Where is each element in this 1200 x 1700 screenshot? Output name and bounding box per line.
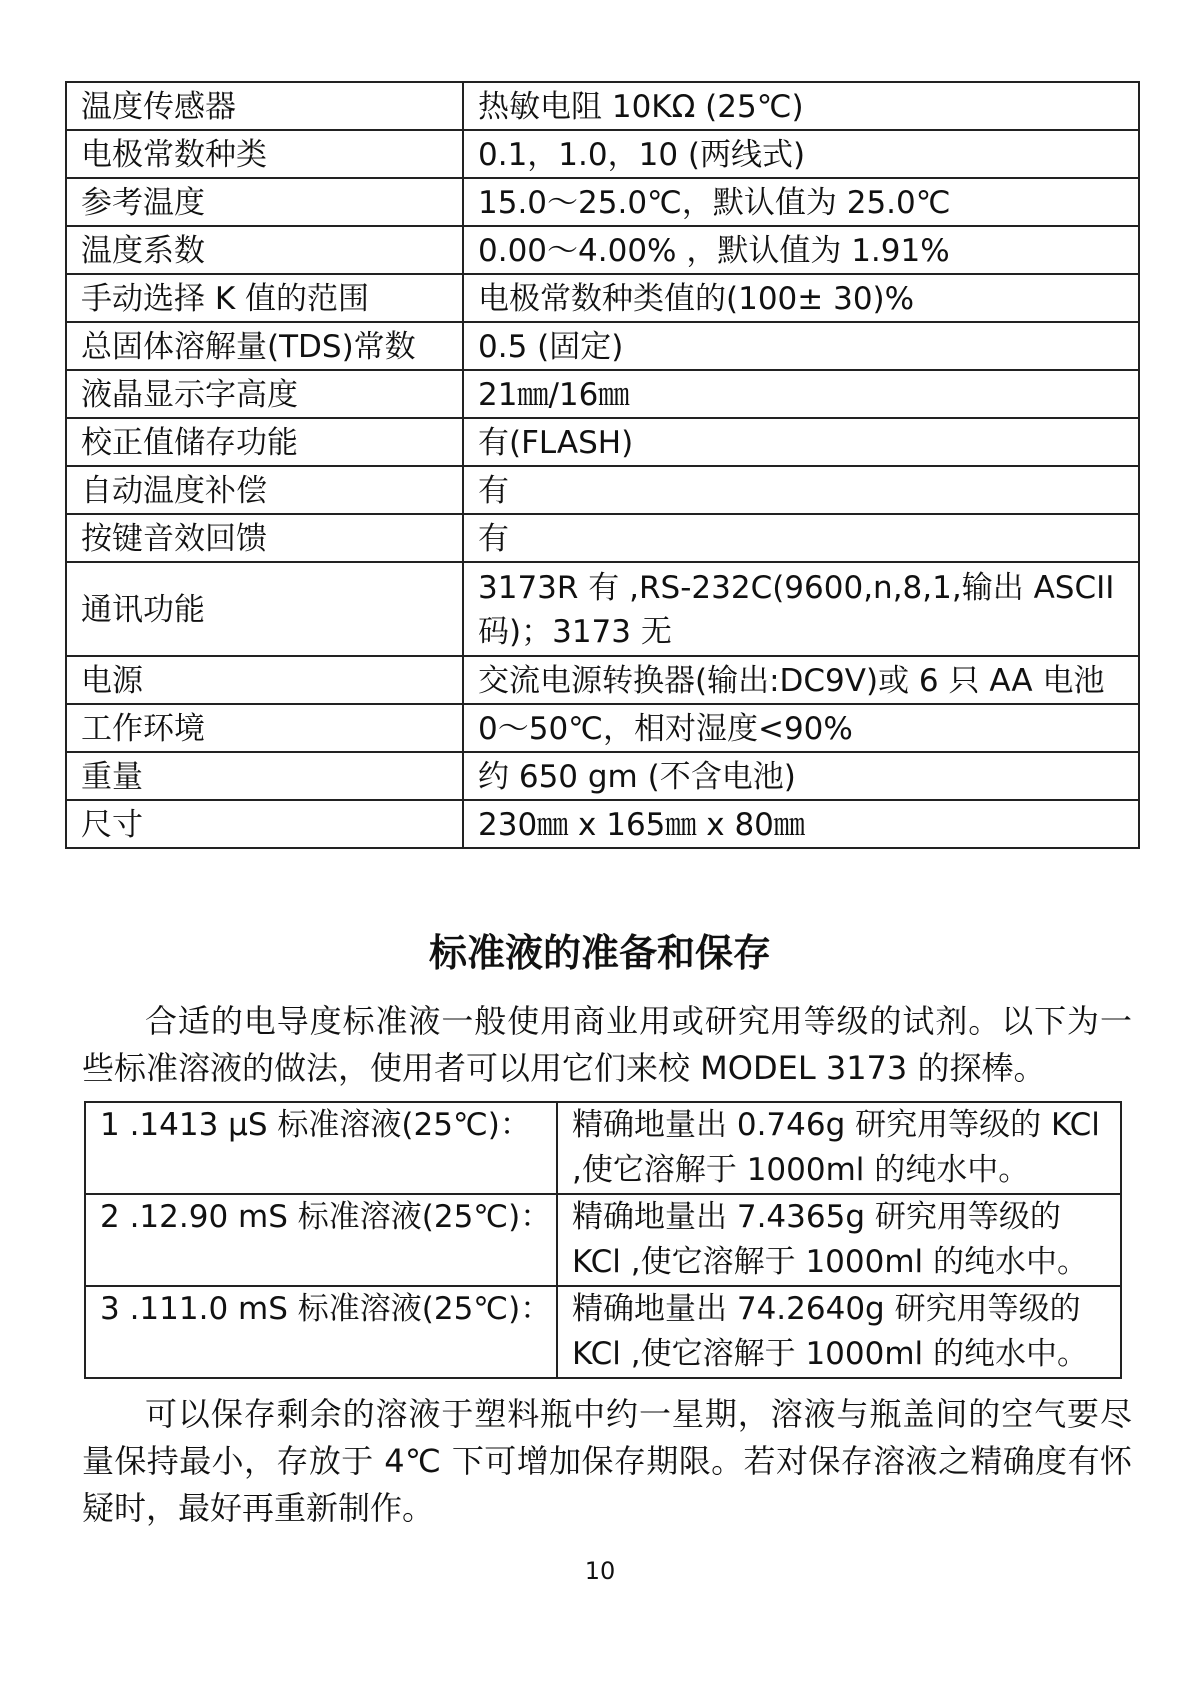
table-row <box>66 82 1139 130</box>
spec-value: 热敏电阻 10KΩ (25℃) <box>463 82 1139 130</box>
table-row <box>66 800 1139 848</box>
spec-label: 参考温度 <box>66 178 463 226</box>
table-row <box>66 130 1139 178</box>
spec-value: 230㎜ x 165㎜ x 80㎜ <box>463 800 1139 848</box>
spec-value: 0.5 (固定) <box>463 322 1139 370</box>
spec-value: 有(FLASH) <box>463 418 1139 466</box>
section-title: 标准液的准备和保存 <box>428 931 771 975</box>
spec-label: 工作环境 <box>66 704 463 752</box>
solution-label: 1 .1413 μS 标准溶液(25℃)： <box>85 1102 557 1194</box>
spec-value: 0～50℃，相对湿度<90% <box>463 704 1139 752</box>
spec-label: 通讯功能 <box>66 562 463 656</box>
spec-label: 温度系数 <box>66 226 463 274</box>
table-row <box>66 466 1139 514</box>
spec-value: 3173R 有 ,RS-232C(9600,n,8,1,输出 ASCII 码)；3173 无 <box>463 562 1139 656</box>
solution-method: 精确地量出 0.746g 研究用等级的 KCl ,使它溶解于 1000ml 的纯水中。 <box>557 1102 1121 1194</box>
spec-label: 总固体溶解量(TDS)常数 <box>66 322 463 370</box>
spec-value: 21㎜/16㎜ <box>463 370 1139 418</box>
specifications-table <box>65 81 1140 849</box>
table-row <box>66 274 1139 322</box>
page-number: 10 <box>584 1557 616 1585</box>
solution-method: 精确地量出 74.2640g 研究用等级的 KCl ,使它溶解于 1000ml 的纯水中。 <box>557 1286 1121 1378</box>
table-row <box>85 1194 1121 1286</box>
table-row <box>66 322 1139 370</box>
spec-value: 15.0～25.0℃，默认值为 25.0℃ <box>463 178 1139 226</box>
spec-label: 自动温度补偿 <box>66 466 463 514</box>
spec-value: 0.1，1.0，10 (两线式) <box>463 130 1139 178</box>
intro-paragraph: 合适的电导度标准液一般使用商业用或研究用等级的试剂。以下为一些标准溶液的做法，使用者可以用它们来校 MODEL 3173 的探棒。 <box>82 1002 1132 1087</box>
table-row <box>66 656 1139 704</box>
table-row <box>66 370 1139 418</box>
spec-label: 电极常数种类 <box>66 130 463 178</box>
solution-label: 3 .111.0 mS 标准溶液(25℃)： <box>85 1286 557 1378</box>
table-row <box>66 418 1139 466</box>
spec-label: 按键音效回馈 <box>66 514 463 562</box>
spec-label: 手动选择 K 值的范围 <box>66 274 463 322</box>
standard-solutions-table <box>84 1101 1122 1379</box>
spec-value: 有 <box>463 514 1139 562</box>
spec-value: 有 <box>463 466 1139 514</box>
table-row <box>85 1286 1121 1378</box>
spec-label: 重量 <box>66 752 463 800</box>
table-row <box>66 752 1139 800</box>
spec-label: 温度传感器 <box>66 82 463 130</box>
spec-label: 校正值储存功能 <box>66 418 463 466</box>
table-row <box>66 562 1139 656</box>
solution-label: 2 .12.90 mS 标准溶液(25℃)： <box>85 1194 557 1286</box>
table-row <box>66 514 1139 562</box>
table-row <box>66 178 1139 226</box>
solution-method: 精确地量出 7.4365g 研究用等级的 KCl ,使它溶解于 1000ml 的纯水中。 <box>557 1194 1121 1286</box>
spec-label: 尺寸 <box>66 800 463 848</box>
table-row <box>66 226 1139 274</box>
spec-value: 电极常数种类值的(100± 30)% <box>463 274 1139 322</box>
table-row <box>85 1102 1121 1194</box>
spec-value: 0.00～4.00% ，默认值为 1.91% <box>463 226 1139 274</box>
table-row <box>66 704 1139 752</box>
spec-label: 液晶显示字高度 <box>66 370 463 418</box>
spec-label: 电源 <box>66 656 463 704</box>
storage-paragraph: 可以保存剩余的溶液于塑料瓶中约一星期，溶液与瓶盖间的空气要尽量保持最小，存放于 4℃ 下可增加保存期限。若对保存溶液之精确度有怀疑时，最好再重新制作。 <box>82 1395 1132 1527</box>
spec-value: 约 650 gm (不含电池) <box>463 752 1139 800</box>
spec-value: 交流电源转换器(输出:DC9V)或 6 只 AA 电池 <box>463 656 1139 704</box>
